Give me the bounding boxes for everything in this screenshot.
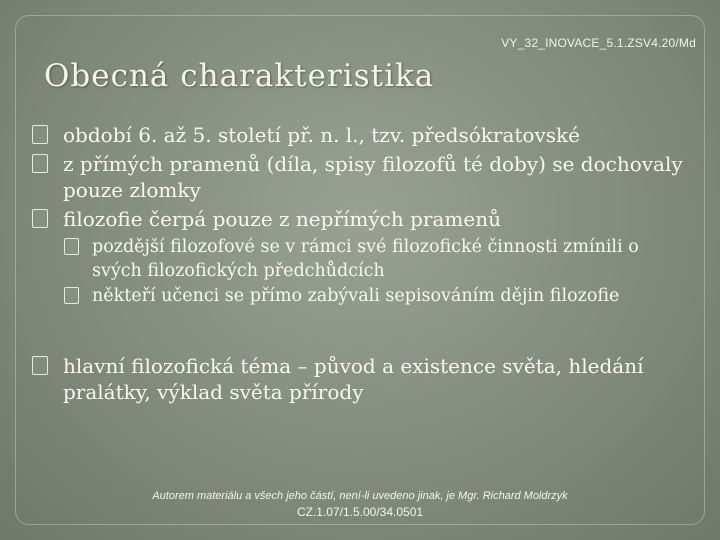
- bullet-text: hlavní filozofická téma – původ a existence světa, hledání pralátky, výklad světa přírody: [63, 354, 644, 404]
- bullet-box-icon: [64, 238, 79, 255]
- bullet-item: [30, 206, 690, 232]
- footer-author: Autorem materiálu a všech jeho částí, není-li uvedeno jinak, je Mgr. Richard Moldrzyk: [152, 490, 568, 502]
- slide-title: Obecná charakteristika: [44, 58, 435, 94]
- sub-bullet-text: někteří učenci se přímo zabývali sepisováním dějin filozofie: [92, 286, 620, 306]
- sub-bullet-item: [30, 235, 690, 283]
- bullet-item: [30, 122, 690, 148]
- bullet-list: [30, 122, 690, 408]
- bullet-box-icon: [32, 356, 48, 375]
- bullet-text: filozofie čerpá pouze z nepřímých pramenů: [63, 207, 501, 231]
- bullet-item: [30, 353, 690, 405]
- bullet-box-icon: [32, 209, 48, 228]
- sub-bullet-item: [30, 284, 690, 308]
- bullet-text: z přímých pramenů (díla, spisy filozofů té doby) se dochovaly pouze zlomky: [63, 152, 683, 202]
- bullet-box-icon: [64, 287, 79, 304]
- bullet-text: období 6. až 5. století př. n. l., tzv. předsókratovské: [63, 123, 580, 147]
- material-code: VY_32_INOVACE_5.1.ZSV4.20/Md: [501, 36, 696, 50]
- bullet-box-icon: [32, 125, 48, 144]
- sub-bullet-text: pozdější filozofové se v rámci své filozofické činnosti zmínili o svých filozofických předchůdcích: [92, 237, 639, 281]
- bullet-item: [30, 151, 690, 203]
- footer-project-code: CZ.1.07/1.5.00/34.0501: [296, 505, 424, 519]
- bullet-box-icon: [32, 154, 48, 173]
